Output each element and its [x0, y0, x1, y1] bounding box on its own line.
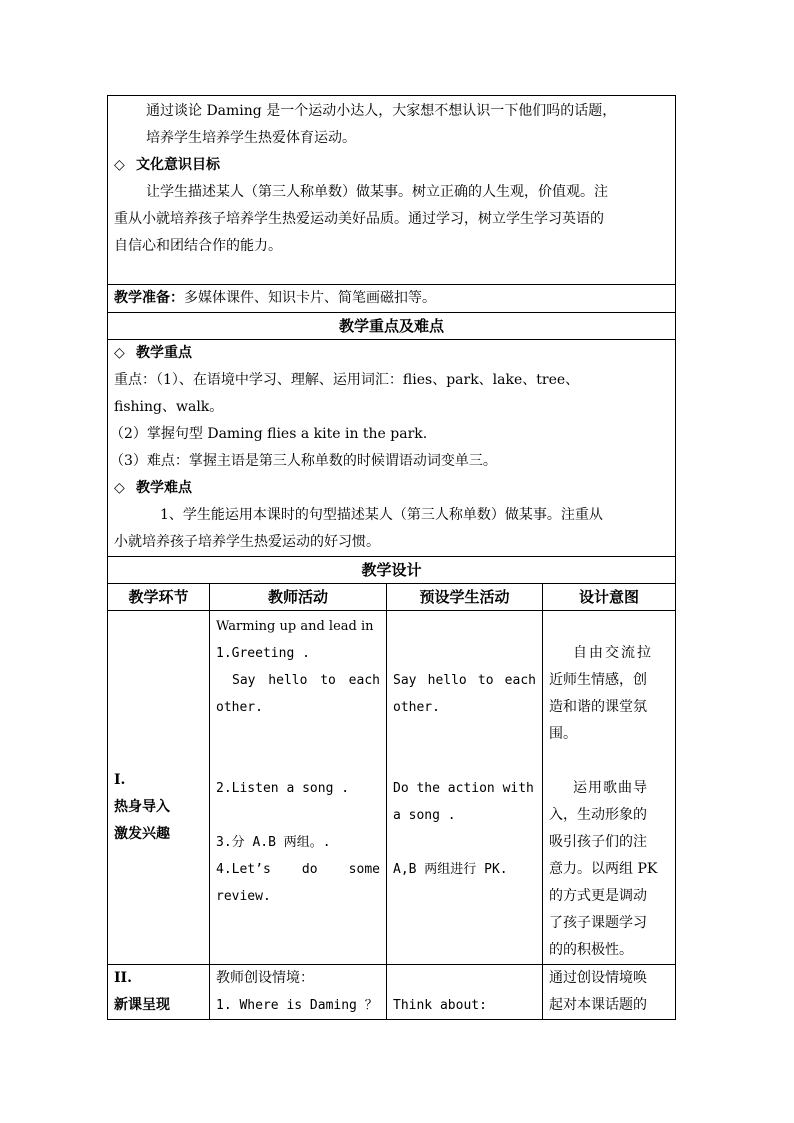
student-say-line1: Say hello to each: [393, 673, 536, 688]
intent-a-line: 近师生情感，创: [549, 672, 647, 688]
prep-text: 多媒体课件、知识卡片、简笔画磁扣等。: [184, 290, 436, 306]
key-points-header: 教学重点及难点: [108, 313, 676, 340]
intent-a-line: 自由交流拉: [573, 645, 653, 661]
stage2-num: II.: [114, 970, 132, 986]
teacher-group: 3.分 A.B 两组。.: [216, 835, 331, 850]
culture-line: 让学生描述某人（第三人称单数）做某事。树立正确的人生观，价值观。注: [146, 184, 608, 200]
column-header-intent: 设计意图: [543, 584, 676, 611]
stage2-student-line: Think about:: [393, 998, 487, 1013]
design-header: 教学设计: [108, 557, 676, 584]
stage2-intent-line: 起对本课话题的: [549, 997, 647, 1013]
stage1-name-cell: [108, 611, 210, 965]
diamond-icon: ◇: [114, 157, 125, 173]
prep-cell: [108, 285, 676, 313]
teacher-listen: 2.Listen a song .: [216, 781, 350, 796]
stage2-teacher-line: 1. Where is Daming ？: [216, 998, 378, 1013]
focus-line: 重点：（1）、在语境中学习、理解、运用词汇：flies、park、lake、tree、: [114, 372, 580, 388]
stage2-name-cell: [108, 965, 210, 1020]
intent-b-line: 了孩子课题学习: [549, 915, 647, 931]
warming-title: Warming up and lead in: [216, 619, 374, 634]
culture-title: ◇ 文化意识目标: [108, 152, 675, 179]
stage1-num: I.: [114, 772, 126, 788]
intent-b-line: 意力。以两组 PK: [549, 861, 658, 877]
intent-b-line: 运用歌曲导: [573, 780, 648, 796]
column-header-stage: 教学环节: [108, 584, 210, 611]
design-header-row: [108, 557, 676, 584]
stage2-teacher-cell: [210, 965, 387, 1020]
student-say-line2: other.: [393, 700, 440, 715]
difficult-line: 1、学生能运用本课时的句型描述某人（第三人称单数）做某事。注重从: [160, 507, 603, 523]
stage1-teacher-cell: [210, 611, 387, 965]
stage2-intent-cell: [543, 965, 676, 1020]
student-pk: A,B 两组进行 PK.: [393, 862, 508, 877]
lesson-plan-table: [107, 95, 676, 1020]
design-columns-row: [108, 584, 676, 611]
stage2-teacher-line: 教师创设情境：: [216, 970, 314, 986]
stage2-intent-line: 通过创设情境唤: [549, 970, 647, 986]
intent-b-line: 入，生动形象的: [549, 807, 647, 823]
column-header-teacher: 教师活动: [210, 584, 387, 611]
stage1-row: [108, 611, 676, 965]
stage1-student-cell: [387, 611, 543, 965]
focus-line: fishing、walk。: [114, 399, 224, 415]
key-points-header-row: [108, 313, 676, 340]
teacher-say-line1: Say hello to each: [232, 673, 380, 688]
student-action-line2: a song .: [393, 808, 456, 823]
stage1-intent-cell: [543, 611, 676, 965]
stage2-student-cell: [387, 965, 543, 1020]
objectives-cell: [108, 96, 676, 285]
stage2-row: [108, 965, 676, 1020]
stage1-name: [108, 767, 209, 848]
intent-b-line: 的方式更是调动: [549, 888, 647, 904]
stage1-name1: 热身导入: [114, 799, 170, 815]
stage1-name2: 激发兴趣: [114, 826, 170, 842]
key-points-cell: [108, 340, 676, 557]
stage2-name: 新课呈现: [114, 997, 170, 1013]
teacher-say-line2: other.: [216, 700, 263, 715]
focus-line: （2）掌握句型 Daming flies a kite in the park.: [110, 426, 428, 442]
intent-a-line: 造和谐的课堂氛: [549, 699, 647, 715]
student-action-line1: Do the action with: [393, 781, 534, 796]
difficult-title: ◇ 教学难点: [108, 475, 675, 502]
focus-line: （3）难点：掌握主语是第三人称单数的时候谓语动词变单三。: [110, 453, 497, 469]
column-header-student: 预设学生活动: [387, 584, 543, 611]
difficult-line: 小就培养孩子培养学生热爱运动的好习惯。: [114, 534, 380, 550]
intent-b-line: 吸引孩子们的注: [549, 834, 647, 850]
lesson-plan-page: [107, 95, 675, 1020]
intent-b-line: 的的积极性。: [549, 942, 633, 958]
prep-label: 教学准备：: [114, 290, 184, 306]
objectives-row: [108, 96, 676, 285]
objective-line: 培养学生培养学生热爱体育运动。: [146, 130, 356, 146]
key-points-row: [108, 340, 676, 557]
prep-row: [108, 285, 676, 313]
teacher-greeting: 1.Greeting .: [216, 646, 310, 661]
intent-a-line: 围。: [549, 726, 577, 742]
teacher-review-line1: 4.Let’s do some: [216, 862, 380, 877]
culture-line: 自信心和团结合作的能力。: [114, 238, 282, 254]
objective-line: 通过谈论 Daming 是一个运动小达人，大家想不想认识一下他们吗的话题，: [146, 103, 617, 119]
culture-line: 重从小就培养孩子培养学生热爱运动美好品质。通过学习，树立学生学习英语的: [114, 211, 604, 227]
diamond-icon: ◇: [114, 345, 125, 361]
focus-title: ◇ 教学重点: [108, 340, 675, 367]
diamond-icon: ◇: [114, 480, 125, 496]
teacher-review-line2: review.: [216, 889, 271, 904]
